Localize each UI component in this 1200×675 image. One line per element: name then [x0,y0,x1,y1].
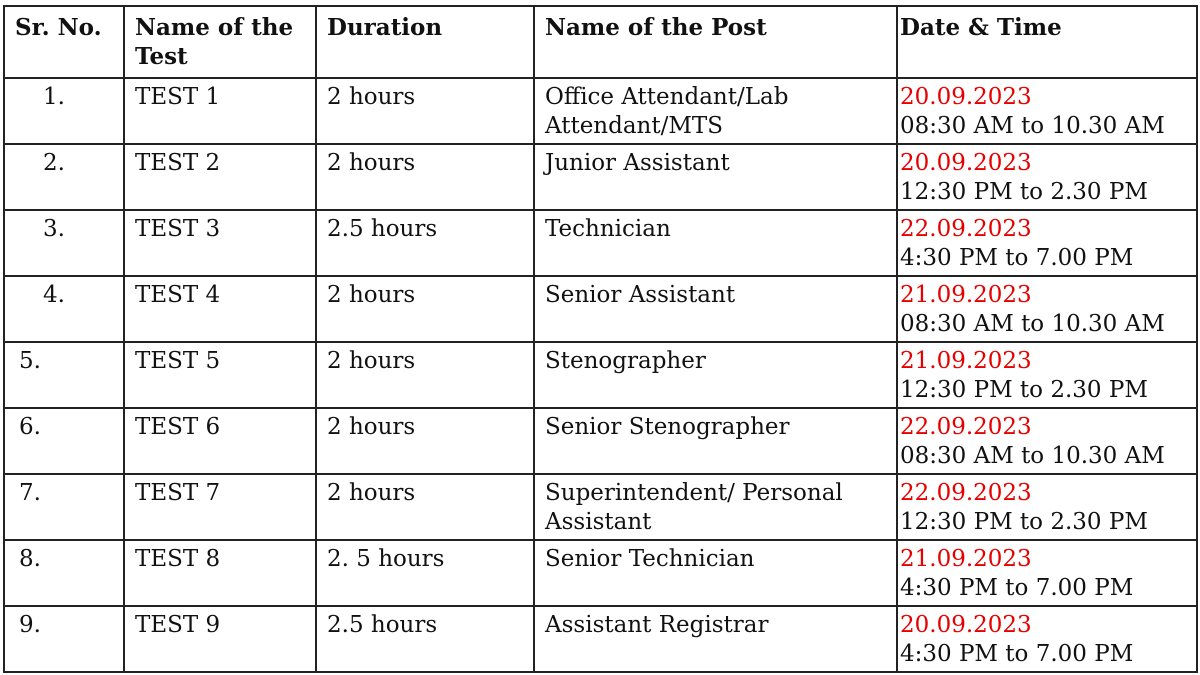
test-cell: TEST 9 [124,606,316,672]
datetime-cell [897,342,1197,408]
date-text: 21.09.2023 [900,282,1032,308]
date-text: 22.09.2023 [900,414,1032,440]
sr-cell: 1. [4,78,124,144]
post-cell: Senior Stenographer [534,408,897,474]
table-row [4,276,1197,342]
sr-cell: 9. [4,606,124,672]
test-cell: TEST 5 [124,342,316,408]
date-text: 21.09.2023 [900,348,1032,374]
post-cell: Assistant Registrar [534,606,897,672]
date-text: 21.09.2023 [900,546,1032,572]
date-text: 20.09.2023 [900,612,1032,638]
post-cell: Senior Assistant [534,276,897,342]
exam-schedule-table [3,5,1198,673]
table-row [4,342,1197,408]
time-text: 12:30 PM to 2.30 PM [900,377,1148,403]
time-text: 12:30 PM to 2.30 PM [900,179,1148,205]
sr-cell: 8. [4,540,124,606]
test-cell: TEST 4 [124,276,316,342]
datetime-cell [897,210,1197,276]
date-text: 20.09.2023 [900,84,1032,110]
table-row [4,210,1197,276]
time-text: 4:30 PM to 7.00 PM [900,641,1134,667]
sr-cell: 5. [4,342,124,408]
datetime-cell [897,276,1197,342]
test-cell: TEST 6 [124,408,316,474]
date-text: 22.09.2023 [900,480,1032,506]
header-sr-no: Sr. No. [4,6,124,78]
time-text: 08:30 AM to 10.30 AM [900,443,1165,469]
header-post: Name of the Post [534,6,897,78]
date-text: 20.09.2023 [900,150,1032,176]
datetime-cell [897,540,1197,606]
datetime-cell [897,606,1197,672]
sr-cell: 6. [4,408,124,474]
time-text: 12:30 PM to 2.30 PM [900,509,1148,535]
duration-cell: 2 hours [316,276,534,342]
table-row [4,144,1197,210]
duration-cell: 2. 5 hours [316,540,534,606]
table-row [4,78,1197,144]
table-row [4,606,1197,672]
sr-cell: 2. [4,144,124,210]
datetime-cell [897,144,1197,210]
header-duration: Duration [316,6,534,78]
post-cell: Technician [534,210,897,276]
duration-cell: 2 hours [316,342,534,408]
test-cell: TEST 8 [124,540,316,606]
sr-cell: 3. [4,210,124,276]
time-text: 08:30 AM to 10.30 AM [900,311,1165,337]
datetime-cell [897,408,1197,474]
table-row [4,540,1197,606]
sr-cell: 4. [4,276,124,342]
datetime-cell [897,78,1197,144]
duration-cell: 2 hours [316,144,534,210]
test-cell: TEST 7 [124,474,316,540]
duration-cell: 2 hours [316,408,534,474]
post-cell: Stenographer [534,342,897,408]
sr-cell: 7. [4,474,124,540]
date-text: 22.09.2023 [900,216,1032,242]
post-cell: Office Attendant/Lab Attendant/MTS [534,78,897,144]
table-row [4,408,1197,474]
duration-cell: 2 hours [316,78,534,144]
header-test-name: Name of the Test [124,6,316,78]
time-text: 4:30 PM to 7.00 PM [900,575,1134,601]
time-text: 4:30 PM to 7.00 PM [900,245,1134,271]
post-cell: Senior Technician [534,540,897,606]
table-row [4,474,1197,540]
duration-cell: 2 hours [316,474,534,540]
test-cell: TEST 1 [124,78,316,144]
test-cell: TEST 3 [124,210,316,276]
header-row [4,6,1197,78]
header-datetime: Date & Time [897,6,1197,78]
datetime-cell [897,474,1197,540]
duration-cell: 2.5 hours [316,606,534,672]
post-cell: Junior Assistant [534,144,897,210]
duration-cell: 2.5 hours [316,210,534,276]
test-cell: TEST 2 [124,144,316,210]
post-cell: Superintendent/ Personal Assistant [534,474,897,540]
time-text: 08:30 AM to 10.30 AM [900,113,1165,139]
